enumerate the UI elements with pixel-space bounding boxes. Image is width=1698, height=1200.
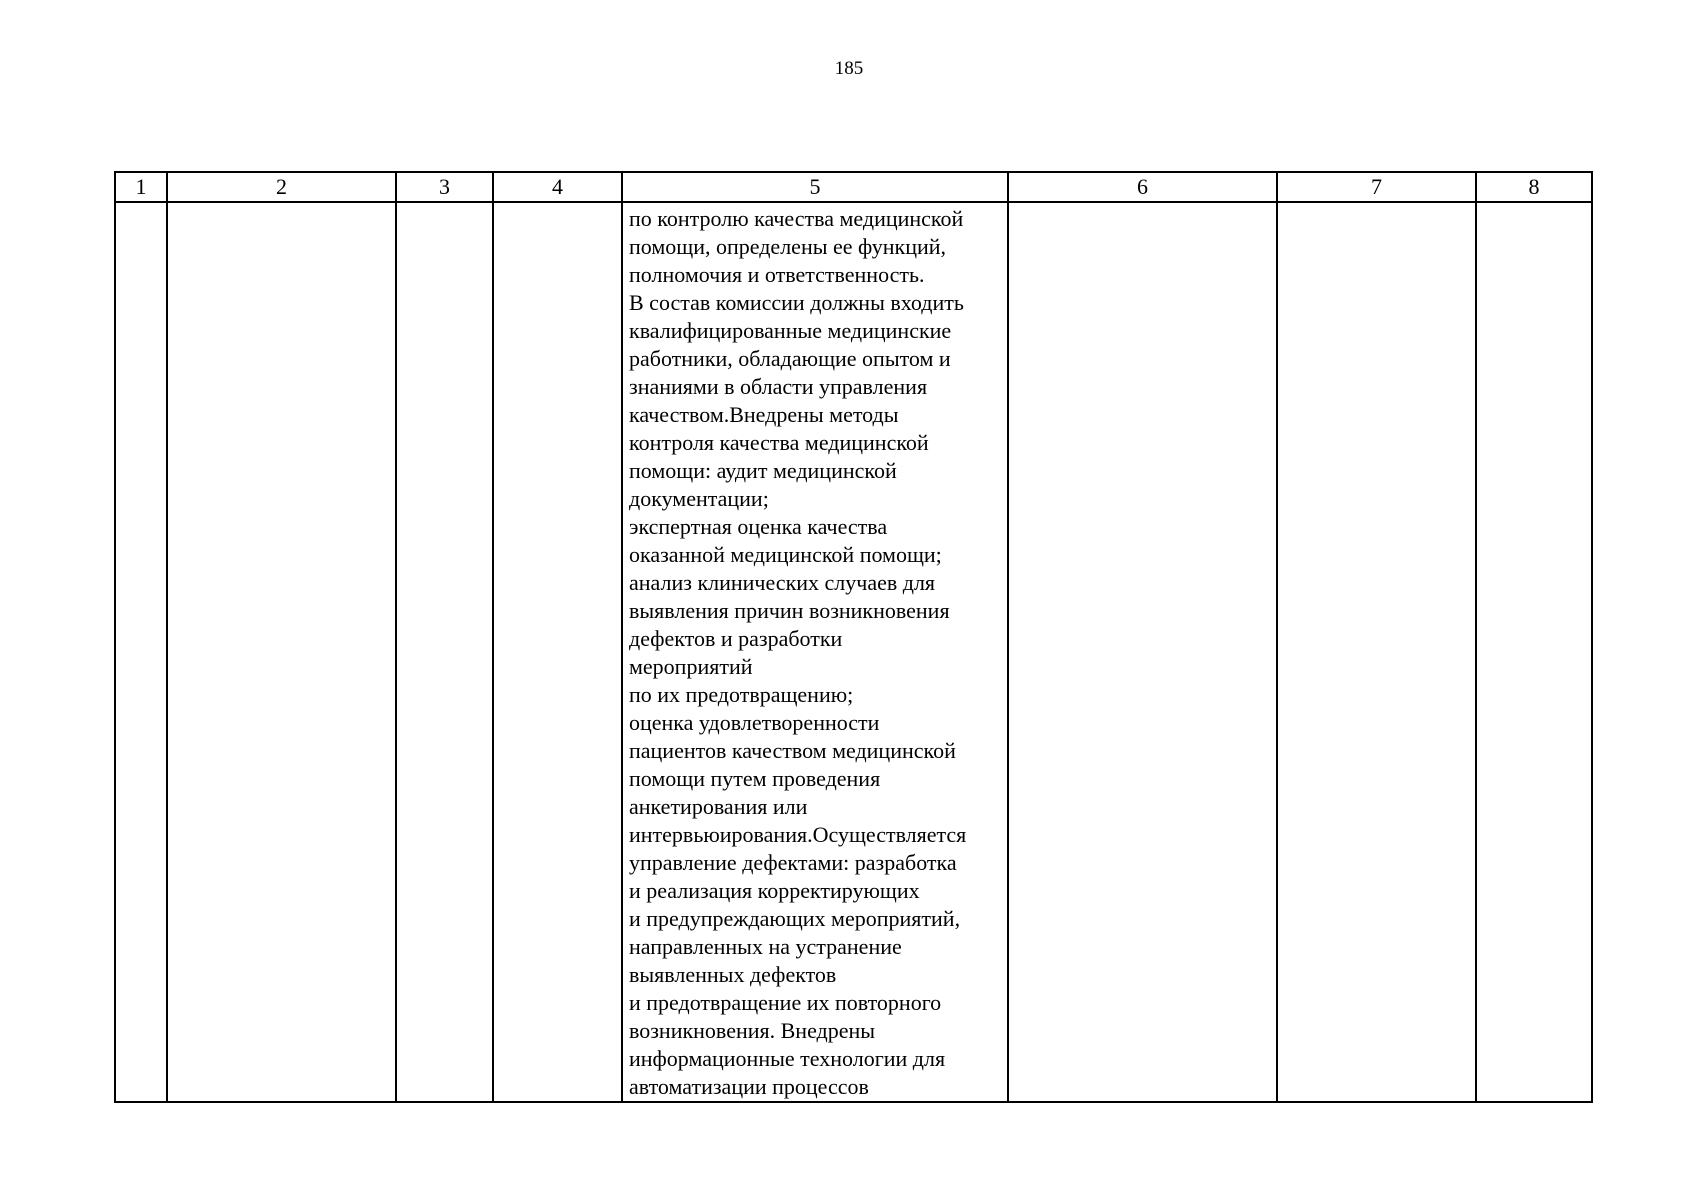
column-header-1: 1 xyxy=(115,172,167,202)
text-line: направленных на устранение xyxy=(629,934,902,959)
cell-col-4 xyxy=(493,202,622,1102)
text-line: оказанной медицинской помощи; xyxy=(629,542,942,567)
document-table xyxy=(114,171,1593,1103)
text-line: оценка удовлетворенности xyxy=(629,710,880,735)
cell-col-3-text xyxy=(397,203,492,205)
text-line: по их предотвращению; xyxy=(629,682,854,707)
text-line: и предотвращение их повторного xyxy=(629,990,942,1015)
text-line: дефектов и разработки xyxy=(629,626,843,651)
text-line: интервьюирования.Осуществляется xyxy=(629,822,967,847)
cell-col-7 xyxy=(1277,202,1476,1102)
text-line: управление дефектами: разработка xyxy=(629,850,957,875)
cell-col-2-text xyxy=(168,203,395,205)
text-line: экспертная оценка качества xyxy=(629,514,888,539)
text-line: помощи, определены ее функций, xyxy=(629,234,947,259)
text-line: анкетирования или xyxy=(629,794,808,819)
text-line: анализ клинических случаев для xyxy=(629,570,936,595)
cell-col-4-text xyxy=(494,203,621,205)
text-line: и предупреждающих мероприятий, xyxy=(629,906,961,931)
column-header-6: 6 xyxy=(1008,172,1277,202)
text-line: выявления причин возникновения xyxy=(629,598,950,623)
text-line: мероприятий xyxy=(629,654,753,679)
text-line: контроля качества медицинской xyxy=(629,430,929,455)
column-header-3: 3 xyxy=(396,172,493,202)
text-line: В состав комиссии должны входить xyxy=(629,290,964,315)
cell-col-7-text xyxy=(1278,203,1475,205)
cell-col-8 xyxy=(1476,202,1592,1102)
text-line: автоматизации процессов xyxy=(629,1074,869,1099)
table-header-row xyxy=(115,172,1592,202)
page-number: 185 xyxy=(834,58,864,79)
column-header-5: 5 xyxy=(622,172,1008,202)
table-row xyxy=(115,202,1592,1102)
text-line: работники, обладающие опытом и xyxy=(629,346,951,371)
text-line: помощи путем проведения xyxy=(629,766,881,791)
text-line: документации; xyxy=(629,486,769,511)
text-line: пациентов качеством медицинской xyxy=(629,738,956,763)
cell-col-6-text xyxy=(1009,203,1276,205)
text-line: знаниями в области управления xyxy=(629,374,928,399)
column-header-8: 8 xyxy=(1476,172,1592,202)
column-header-4: 4 xyxy=(493,172,622,202)
text-line: информационные технологии для xyxy=(629,1046,946,1071)
cell-col-1-text xyxy=(116,203,166,205)
cell-col-6 xyxy=(1008,202,1277,1102)
column-header-2: 2 xyxy=(167,172,396,202)
text-line: по контролю качества медицинской xyxy=(629,206,964,231)
text-line: полномочия и ответственность. xyxy=(629,262,925,287)
text-line: выявленных дефектов xyxy=(629,962,837,987)
cell-col-3 xyxy=(396,202,493,1102)
text-line: помощи: аудит медицинской xyxy=(629,458,897,483)
cell-col-1 xyxy=(115,202,167,1102)
text-line: возникновения. Внедрены xyxy=(629,1018,876,1043)
cell-col-5-text xyxy=(623,203,1007,1101)
cell-col-2 xyxy=(167,202,396,1102)
text-line: и реализация корректирующих xyxy=(629,878,920,903)
cell-col-5 xyxy=(622,202,1008,1102)
text-line: квалифицированные медицинские xyxy=(629,318,952,343)
cell-col-8-text xyxy=(1477,203,1591,205)
text-line: качеством.Внедрены методы xyxy=(629,402,899,427)
column-header-7: 7 xyxy=(1277,172,1476,202)
